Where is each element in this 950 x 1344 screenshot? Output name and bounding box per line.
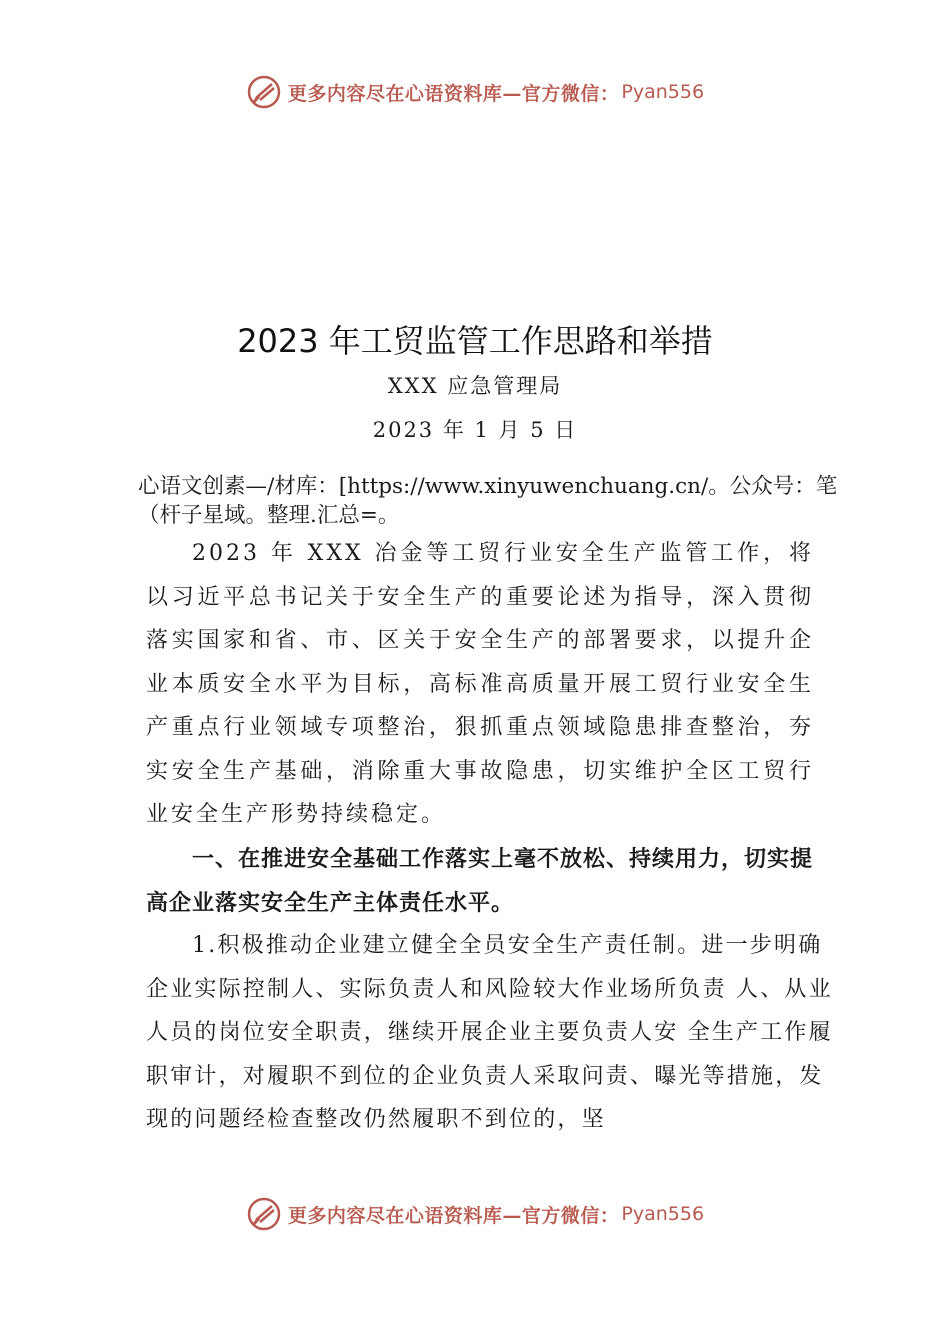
document-date: 2023 年 1 月 5 日 — [372, 418, 578, 442]
source-note: 心语文创素—/材库：[https://www.xinyuwenchuang.cn/。公众号：笔（杆子星域。整理.汇总=。 — [138, 474, 838, 528]
brand-logo-icon — [246, 74, 282, 110]
issuing-organization: XXX 应急管理局 — [387, 374, 563, 398]
watermark-wechat-id: Pyan556 — [621, 81, 705, 103]
watermark-text: 更多内容尽在心语资料库—官方微信： — [287, 82, 620, 105]
header-watermark-banner — [0, 70, 950, 114]
watermark-wechat-id: Pyan556 — [621, 1203, 705, 1225]
brand-logo-icon — [246, 1196, 282, 1232]
footer-watermark-banner — [0, 1192, 950, 1236]
section-heading-1: 一、在推进安全基础工作落实上毫不放松、持续用力，切实提高企业落实安全生产主体责任水平。 — [146, 847, 814, 916]
list-item-1: 1.积极推动企业建立健全全员安全生产责任制。进一步明确企业实际控制人、实际负责人和风险较大作业场所负责 人、从业人员的岗位安全职责，继续开展企业主要负责人安 全生产工作履职审计，对履职不到位的企业负责人采取问责、曝光等措施，发现的问题经检查整改仍然履职不到位的，坚 — [146, 933, 833, 1132]
intro-paragraph: 2023 年 XXX 冶金等工贸行业安全生产监管工作，将以习近平总书记关于安全生产的重要论述为指导，深入贯彻落实国家和省、市、区关于安全生产的部署要求，以提升企业本质安全水平为目标，高标准高质量开展工贸行业安全生产重点行业领域专项整治，狠抓重点领域隐患排查整治，夯实安全生产基础，消除重大事故隐患，切实维护全区工贸行业安全生产形势持续稳定。 — [146, 541, 814, 827]
document-title: 2023 年工贸监管工作思路和举措 — [237, 322, 713, 360]
watermark-text: 更多内容尽在心语资料库—官方微信： — [287, 1204, 620, 1227]
